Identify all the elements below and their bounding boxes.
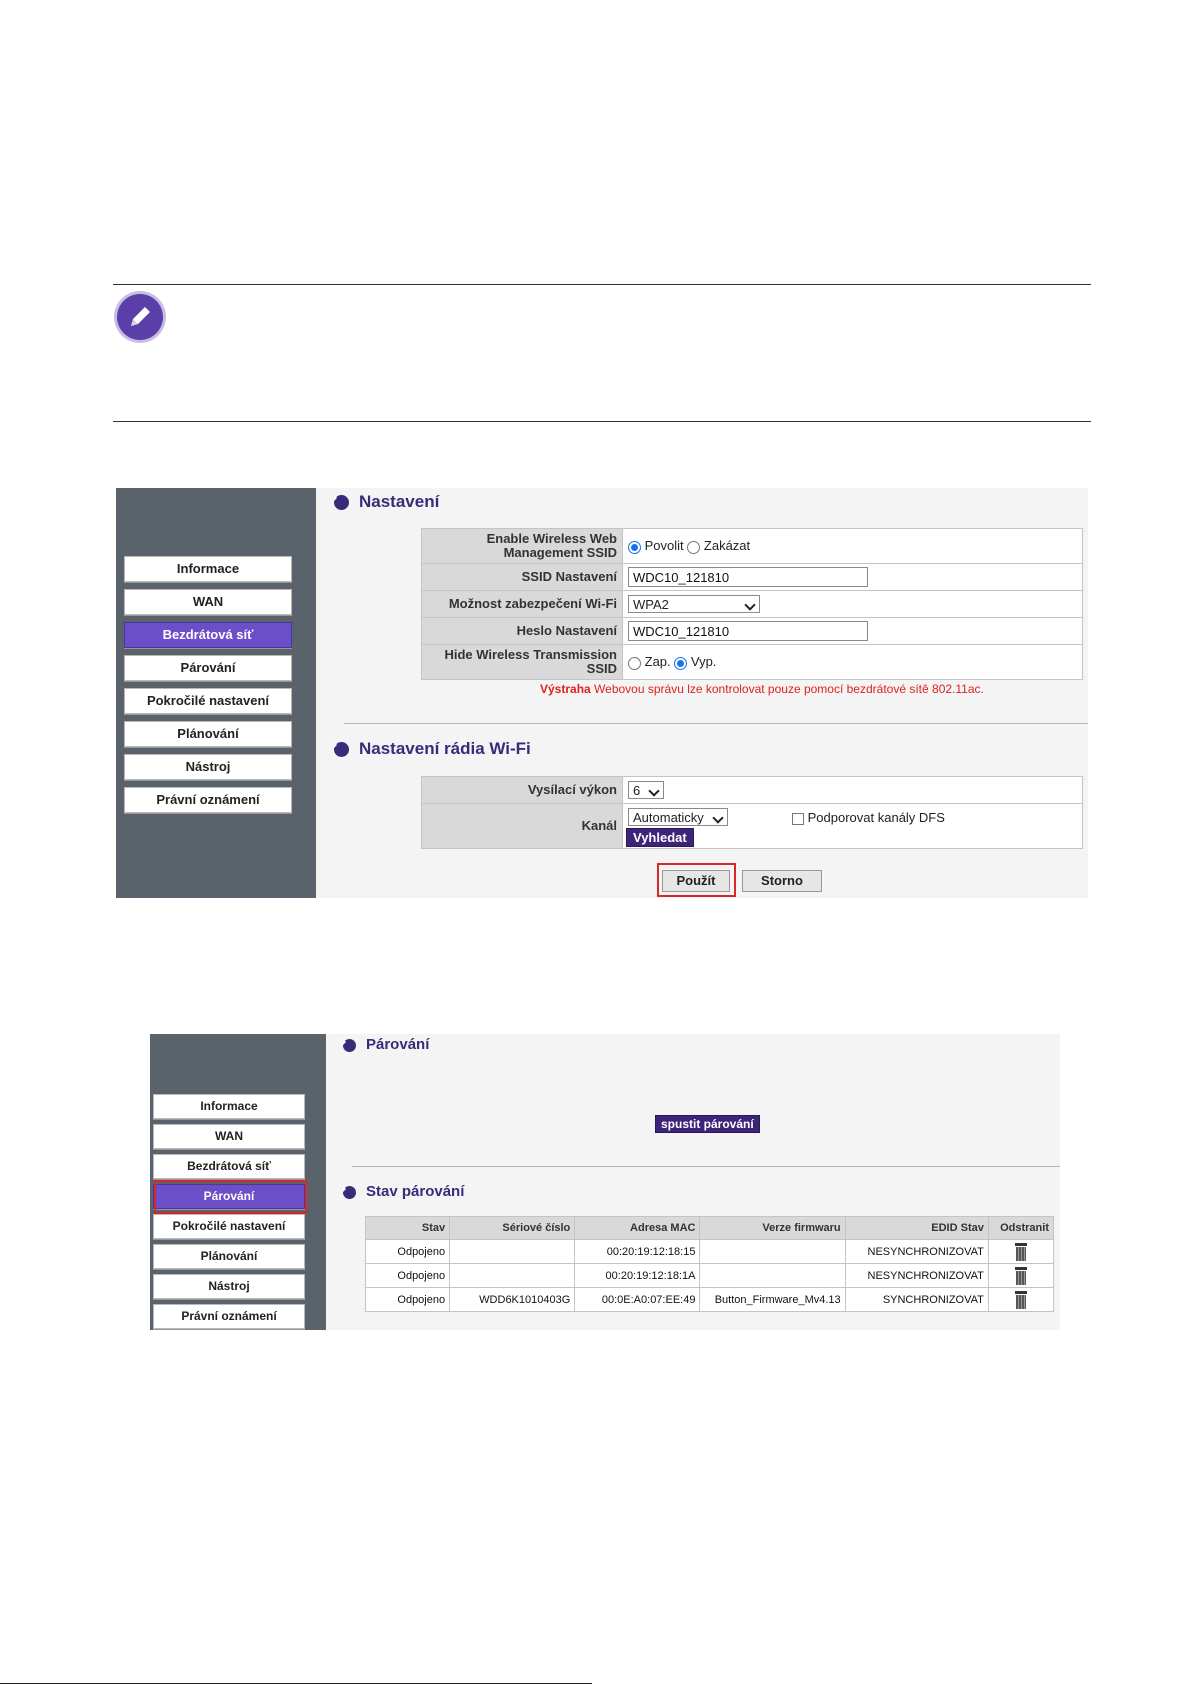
- sidebar-item-wireless[interactable]: Bezdrátová síť: [153, 1154, 305, 1179]
- warning-text: Webovou správu lze kontrolovat pouze pomocí bezdrátové sítě 802.11ac.: [594, 682, 984, 696]
- col-header-serial: Sériové číslo: [450, 1217, 575, 1240]
- dfs-option: [792, 810, 945, 825]
- cell-serial: [450, 1240, 575, 1264]
- col-header-status: Stav: [366, 1217, 450, 1240]
- sidebar-item-wan[interactable]: WAN: [153, 1124, 305, 1149]
- power-select-value: 6: [633, 783, 641, 798]
- hide-ssid-label: Hide Wireless Transmission SSID: [422, 645, 623, 680]
- disable-radio[interactable]: [687, 541, 700, 554]
- scan-button[interactable]: Vyhledat: [626, 828, 694, 847]
- on-option-label: Zap.: [644, 654, 671, 670]
- security-select-value: WPA2: [633, 597, 669, 612]
- section-title-text: Nastavení rádia Wi-Fi: [359, 739, 531, 758]
- cell-remove: [988, 1288, 1053, 1312]
- cell-status: Odpojeno: [366, 1240, 450, 1264]
- sidebar-item-advanced[interactable]: Pokročilé nastavení: [153, 1214, 305, 1239]
- wireless-settings-table: [421, 528, 1083, 680]
- section-title-text: Nastavení: [359, 492, 440, 511]
- apply-highlight-frame: [657, 863, 736, 897]
- sidebar-item-advanced[interactable]: Pokročilé nastavení: [124, 688, 292, 714]
- cell-serial: [450, 1264, 575, 1288]
- footer-rule: [0, 1683, 592, 1684]
- section-divider: [344, 723, 1088, 724]
- cell-edid: SYNCHRONIZOVAT: [845, 1288, 988, 1312]
- cell-edid: NESYNCHRONIZOVAT: [845, 1264, 988, 1288]
- note-bottom-rule: [113, 421, 1091, 422]
- table-row: [366, 1264, 1054, 1288]
- chevron-down-icon: [744, 599, 755, 610]
- enable-radio[interactable]: [628, 541, 641, 554]
- cancel-button[interactable]: Storno: [742, 870, 822, 892]
- cell-mac: 00:20:19:12:18:15: [575, 1240, 700, 1264]
- channel-select[interactable]: [628, 808, 728, 826]
- sidebar-item-tools[interactable]: Nástroj: [124, 754, 292, 780]
- sidebar-item-wan[interactable]: WAN: [124, 589, 292, 615]
- section-title-radio: [334, 739, 531, 759]
- section-title-pairing-status: [343, 1183, 464, 1200]
- pencil-note-icon: [117, 294, 163, 340]
- radio-settings-table: [421, 776, 1083, 849]
- cell-firmware: Button_Firmware_Mv4.13: [700, 1288, 845, 1312]
- cell-status: Odpojeno: [366, 1264, 450, 1288]
- cell-remove: [988, 1264, 1053, 1288]
- sidebar-item-wireless[interactable]: Bezdrátová síť: [124, 622, 292, 648]
- security-select[interactable]: [628, 595, 760, 613]
- sidebar-item-legal[interactable]: Právní oznámení: [124, 787, 292, 813]
- hide-off-radio[interactable]: [674, 657, 687, 670]
- col-header-firmware: Verze firmwaru: [700, 1217, 845, 1240]
- sidebar-item-legal[interactable]: Právní oznámení: [153, 1304, 305, 1329]
- col-header-edid: EDID Stav: [845, 1217, 988, 1240]
- col-header-mac: Adresa MAC: [575, 1217, 700, 1240]
- security-label: Možnost zabezpečení Wi-Fi: [422, 591, 623, 618]
- apply-button[interactable]: Použít: [662, 870, 730, 892]
- chevron-down-icon: [712, 812, 723, 823]
- sidebar-item-informace[interactable]: Informace: [153, 1094, 305, 1119]
- dfs-label: Podporovat kanály DFS: [807, 810, 945, 825]
- pairing-screenshot: [150, 1034, 1060, 1330]
- cell-status: Odpojeno: [366, 1288, 450, 1312]
- power-select[interactable]: [628, 781, 664, 799]
- cell-serial: WDD6K1010403G: [450, 1288, 575, 1312]
- sidebar-item-pairing[interactable]: Párování: [124, 655, 292, 681]
- section-bullet-icon: [334, 495, 349, 510]
- password-input[interactable]: [628, 621, 868, 641]
- section-divider: [352, 1166, 1060, 1167]
- trash-icon[interactable]: [1015, 1291, 1027, 1309]
- note-top-rule: [113, 284, 1091, 285]
- ssid-label: SSID Nastavení: [422, 564, 623, 591]
- hide-on-radio[interactable]: [628, 657, 641, 670]
- ssid-input[interactable]: [628, 567, 868, 587]
- chevron-down-icon: [648, 785, 659, 796]
- section-title-text: Stav párování: [366, 1183, 465, 1200]
- disable-option-label: Zakázat: [703, 538, 751, 554]
- sidebar: [116, 488, 316, 898]
- off-option-label: Vyp.: [690, 654, 717, 670]
- pairing-status-table: [365, 1216, 1054, 1312]
- section-bullet-icon: [334, 742, 349, 757]
- warning-label: Výstraha: [540, 682, 591, 696]
- channel-select-value: Automaticky: [633, 810, 704, 825]
- warning-message: [540, 682, 984, 696]
- table-row: [366, 1240, 1054, 1264]
- dfs-checkbox[interactable]: [792, 813, 804, 825]
- wireless-web-label: Enable Wireless Web Management SSID: [422, 529, 623, 564]
- power-label: Vysílací výkon: [422, 777, 623, 804]
- cell-mac: 00:20:19:12:18:1A: [575, 1264, 700, 1288]
- section-bullet-icon: [343, 1186, 356, 1199]
- cell-remove: [988, 1240, 1053, 1264]
- sidebar-item-pairing[interactable]: Párování: [153, 1184, 305, 1209]
- sidebar-item-informace[interactable]: Informace: [124, 556, 292, 582]
- start-pairing-button[interactable]: spustit párování: [655, 1115, 760, 1133]
- trash-icon[interactable]: [1015, 1267, 1027, 1285]
- section-bullet-icon: [343, 1039, 356, 1052]
- sidebar-item-tools[interactable]: Nástroj: [153, 1274, 305, 1299]
- table-row: [366, 1288, 1054, 1312]
- trash-icon[interactable]: [1015, 1243, 1027, 1261]
- wireless-settings-screenshot: [116, 488, 1088, 898]
- cell-firmware: [700, 1264, 845, 1288]
- cell-firmware: [700, 1240, 845, 1264]
- enable-option-label: Povolit: [644, 538, 684, 554]
- col-header-remove: Odstranit: [988, 1217, 1053, 1240]
- section-title-settings: [334, 492, 439, 512]
- section-title-text: Párování: [366, 1036, 430, 1053]
- sidebar-item-schedule[interactable]: Plánování: [124, 721, 292, 747]
- sidebar-item-schedule[interactable]: Plánování: [153, 1244, 305, 1269]
- channel-label: Kanál: [422, 804, 623, 849]
- password-label: Heslo Nastavení: [422, 618, 623, 645]
- cell-mac: 00:0E:A0:07:EE:49: [575, 1288, 700, 1312]
- pairing-highlight-frame: [154, 1180, 307, 1214]
- section-title-pairing: [343, 1036, 429, 1053]
- cell-edid: NESYNCHRONIZOVAT: [845, 1240, 988, 1264]
